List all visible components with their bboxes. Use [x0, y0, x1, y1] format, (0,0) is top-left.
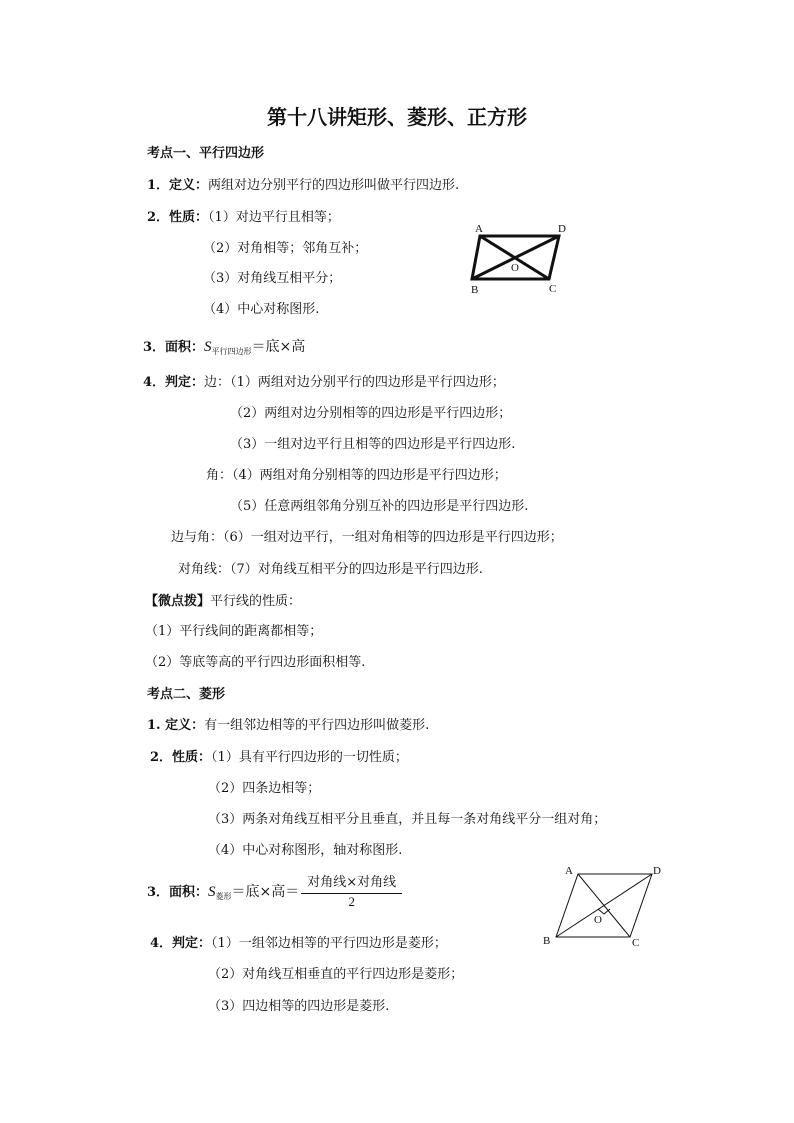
s2-prop-4: （4）中心对称图形，轴对称图形. — [208, 843, 403, 858]
s1-area — [143, 338, 305, 358]
section1-heading: 考点一、平行四边形 — [147, 146, 265, 161]
s1-judge-2: （2）两组对边分别相等的四边形是平行四边形； — [230, 406, 512, 421]
s2-area-formula: ＝底×高＝ — [231, 884, 300, 900]
s1-tip-text: 平行线的性质： — [210, 594, 302, 609]
s1-judge-angle-label: 角： — [206, 468, 233, 483]
s1-judge-6: （6）一组对边平行，一组对角相等的四边形是平行四边形； — [223, 530, 563, 545]
s2-properties-row — [150, 749, 408, 767]
s1-judge-side-row — [143, 374, 505, 392]
vertex-label-c: C — [549, 283, 557, 295]
s2-definition — [147, 717, 429, 735]
parallelogram-figure — [466, 220, 576, 298]
s1-judge-diag-row — [178, 561, 483, 579]
s2-judge-3: （3）四边相等的四边形是菱形. — [208, 999, 390, 1014]
s2-area-numerator: 对角线×对角线 — [301, 875, 402, 894]
s1-tip-row — [145, 593, 301, 611]
s1-area-formula: ＝底×高 — [251, 339, 306, 355]
s1-properties-row — [147, 209, 340, 227]
vertex-label-a: A — [475, 223, 483, 235]
s2-def-label: 1. 定义： — [147, 718, 205, 733]
s1-prop-label: 2．性质： — [147, 210, 209, 225]
s1-prop-2: （2）对角相等；邻角互补； — [203, 241, 368, 256]
s2-judge-2: （2）对角线互相垂直的平行四边形是菱形； — [208, 967, 464, 982]
s2-judge-label: 4．判定： — [150, 936, 212, 951]
s1-prop-3: （3）对角线互相平分； — [203, 271, 342, 286]
s1-judge-angle-row — [206, 467, 507, 485]
s2-judge-row — [150, 935, 447, 953]
vertex-label-b: B — [471, 284, 479, 296]
s1-judge-side-angle-label: 边与角： — [171, 530, 224, 545]
s1-tip-2: （2）等底等高的平行四边形面积相等. — [145, 655, 366, 670]
s1-def-text: 两组对边分别平行的四边形叫做平行四边形. — [208, 178, 460, 193]
section2-heading: 考点二、菱形 — [147, 687, 226, 702]
s2-prop-3: （3）两条对角线互相平分且垂直，并且每一条对角线平分一组对角； — [208, 812, 607, 827]
s1-judge-3: （3）一组对边平行且相等的四边形是平行四边形. — [230, 437, 516, 452]
rhombus-label-b: B — [543, 935, 551, 947]
s1-judge-4: （4）两组对角分别相等的四边形是平行四边形； — [232, 468, 507, 483]
rhombus-label-o: O — [594, 914, 602, 926]
rhombus-label-a: A — [565, 865, 573, 877]
s1-tip-1: （1）平行线间的距离都相等； — [145, 624, 323, 639]
s2-judge-1: （1）一组邻边相等的平行四边形是菱形； — [211, 936, 447, 951]
center-label-o: O — [511, 262, 519, 274]
s1-judge-1: （1）两组对边分别平行的四边形是平行四边形； — [230, 375, 505, 390]
s2-area-denominator: 2 — [348, 894, 355, 909]
s2-prop-1: （1）具有平行四边形的一切性质； — [211, 750, 408, 765]
rhombus-diagonal-bd — [556, 874, 652, 937]
rhombus-label-d: D — [653, 865, 661, 877]
s2-area-fraction — [301, 875, 402, 910]
rhombus-label-c: C — [632, 937, 640, 949]
s2-area — [147, 875, 402, 910]
s2-prop-2: （2）四条边相等； — [208, 781, 321, 796]
s1-judge-side-label: 边： — [204, 375, 231, 390]
s1-area-subscript: 平行四边形 — [211, 347, 252, 356]
s2-prop-label: 2．性质： — [150, 750, 212, 765]
s2-area-label: 3．面积： — [147, 885, 209, 900]
s2-area-symbol: S — [208, 884, 216, 900]
s2-def-text: 有一组邻边相等的平行四边形叫做菱形. — [204, 718, 430, 733]
s1-area-symbol: S — [204, 339, 212, 355]
s1-judge-5: （5）任意两组邻角分别互补的四边形是平行四边形. — [230, 499, 529, 514]
rhombus-figure — [536, 860, 672, 952]
s1-tip-label: 【微点拨】 — [145, 594, 211, 609]
s1-judge-7: （7）对角线互相平分的四边形是平行四边形. — [230, 562, 483, 577]
s2-area-subscript: 菱形 — [215, 892, 232, 901]
vertex-label-d: D — [558, 223, 566, 235]
s1-judge-label: 4．判定： — [143, 375, 205, 390]
s1-judge-side-angle-row — [171, 529, 563, 547]
s1-prop-4: （4）中心对称图形. — [203, 302, 320, 317]
s1-prop-1: （1）对边平行且相等； — [208, 210, 340, 225]
page-title: 第十八讲矩形、菱形、正方形 — [267, 105, 527, 129]
s1-area-label: 3．面积： — [143, 340, 205, 355]
s1-definition — [147, 177, 459, 195]
s1-judge-diag-label: 对角线： — [178, 562, 231, 577]
s1-def-label: 1．定义： — [147, 178, 209, 193]
